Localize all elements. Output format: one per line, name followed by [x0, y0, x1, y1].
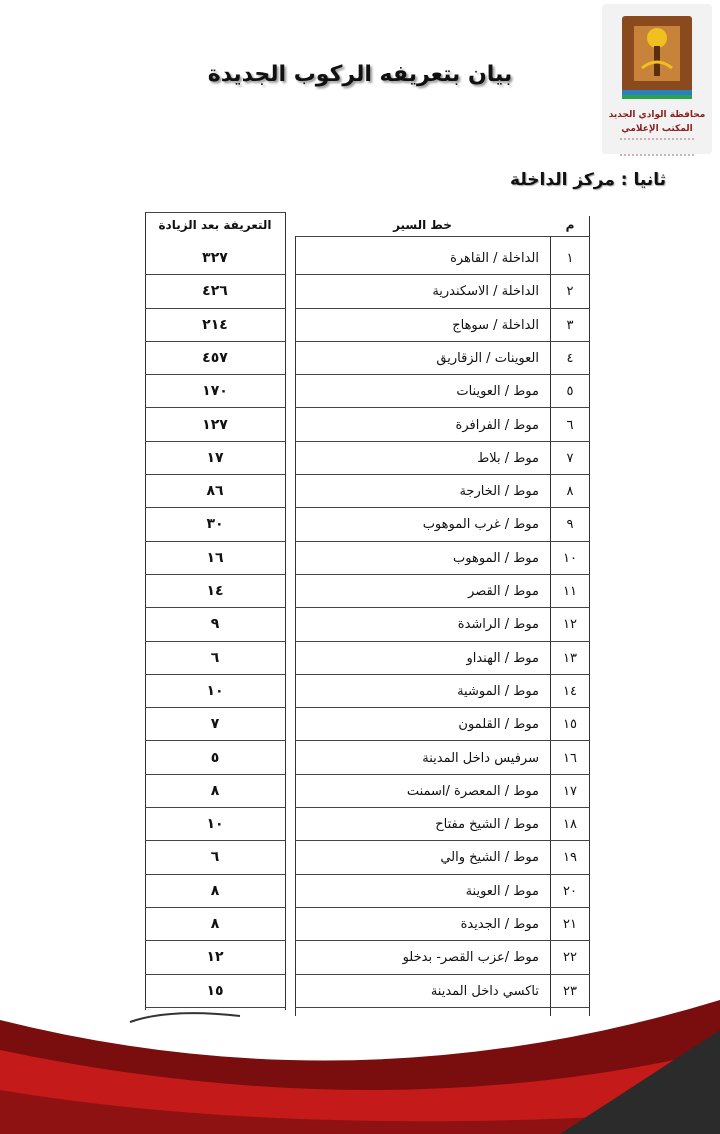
table-row [145, 642, 590, 675]
row-number: ٢٠ [563, 883, 577, 899]
fare-value: ٣٠ [206, 516, 224, 533]
route-name: موط / المعصرة /اسمنت [406, 783, 539, 799]
route-name: موط / القصر [468, 584, 539, 599]
route-name: موط / بلاط [477, 450, 539, 466]
row-number: ١٨ [563, 817, 577, 833]
emblem-icon [612, 8, 702, 108]
logo-governorate-text: محافظة الوادي الجديد [608, 110, 706, 120]
table-row [145, 908, 590, 941]
route-name: موط / الجديدة [460, 917, 539, 932]
fare-table [145, 212, 590, 1017]
logo-office-text: المكتب الإعلامي [621, 124, 693, 134]
fare-value: ٨٦ [206, 483, 224, 500]
row-number: ٨ [566, 484, 574, 500]
table-row [145, 775, 590, 808]
table-row [145, 542, 590, 575]
route-name: موط / الهنداو [466, 650, 539, 666]
row-number: ١١ [563, 584, 577, 599]
row-number: ١٢ [563, 617, 577, 633]
fare-value: ٤٢٦ [202, 283, 228, 300]
row-number: ٣ [566, 317, 574, 333]
route-name: سرفيس داخل المدينة [422, 750, 539, 766]
fare-value: ٦ [210, 649, 220, 666]
header-route: خط السير [393, 218, 452, 232]
row-number: ٢١ [563, 917, 577, 932]
fare-value: ١٢٧ [202, 416, 228, 433]
logo-faint-stamp [620, 138, 694, 156]
table-row [145, 508, 590, 541]
fare-value: ٩ [210, 616, 220, 633]
row-number: ١٧ [563, 783, 577, 799]
row-number: ٦ [566, 417, 574, 433]
footer-decoration [0, 990, 720, 1134]
section-subtitle: ثانيا : مركز الداخلة [510, 170, 666, 190]
fare-value: ٦ [210, 849, 220, 866]
table-row [145, 608, 590, 641]
fare-value: ١٠ [206, 682, 224, 699]
fare-value: ٧ [210, 716, 220, 733]
table-row [145, 808, 590, 841]
row-number: ٤ [566, 350, 574, 366]
route-name: تاكسي داخل المدينة [430, 983, 539, 999]
table-row [145, 708, 590, 741]
route-name: موط / الفرافرة [455, 417, 539, 433]
fare-value: ٤٥٧ [202, 349, 228, 366]
row-number: ٢٣ [563, 983, 577, 999]
fare-value: ٨ [210, 882, 220, 899]
page-title: بيان بتعريفه الركوب الجديدة [207, 62, 513, 87]
fare-value: ٥ [210, 749, 220, 766]
table-row [145, 875, 590, 908]
table-row [145, 442, 590, 475]
table-row [145, 309, 590, 342]
fare-value: ١٥ [206, 982, 224, 999]
header-num: م [565, 218, 575, 232]
fare-value: ١٤ [206, 583, 224, 599]
table-row [145, 475, 590, 508]
row-number: ١٠ [563, 550, 577, 566]
governorate-logo [602, 4, 712, 154]
route-name: موط / الشيخ مفتاح [435, 817, 539, 833]
route-name: موط / الخارجة [459, 484, 539, 500]
fare-value: ١٢ [206, 949, 224, 966]
fare-value: ٨ [210, 782, 220, 799]
route-name: موط /عزب القصر- بدخلو [402, 950, 539, 966]
route-name: موط / الموشية [457, 683, 539, 699]
route-name: الداخلة / القاهرة [450, 251, 539, 266]
row-number: ٥ [566, 384, 574, 400]
route-name: الداخلة / سوهاج [452, 317, 539, 333]
route-name: موط / القلمون [458, 717, 539, 733]
row-number: ٢٢ [563, 950, 577, 966]
row-number: ١ [566, 251, 574, 266]
row-number: ٩ [566, 517, 574, 533]
row-number: ٢ [566, 284, 574, 300]
route-name: موط / الشيخ والي [440, 850, 539, 866]
table-row [145, 342, 590, 375]
row-number: ١٦ [563, 750, 577, 766]
route-name: الداخلة / الاسكندرية [432, 284, 539, 300]
fare-value: ١٦ [206, 549, 224, 566]
fare-value: ١٧٠ [202, 383, 228, 400]
table-row [145, 742, 590, 775]
table-row [145, 375, 590, 408]
route-name: العوينات / الزقاريق [436, 350, 539, 366]
table-row [145, 275, 590, 308]
table-row [145, 841, 590, 874]
row-number: ١٥ [563, 717, 577, 733]
row-number: ٧ [566, 450, 574, 466]
fare-value: ١٧ [206, 449, 224, 466]
table-row [145, 675, 590, 708]
route-name: موط / غرب الموهوب [422, 517, 539, 533]
route-name: موط / العوينات [456, 384, 539, 400]
fare-value: ٢١٤ [202, 316, 228, 333]
table-row [145, 409, 590, 442]
route-name: موط / العوينة [465, 883, 539, 899]
row-number: ١٤ [563, 683, 577, 699]
route-name: موط / الراشدة [457, 617, 539, 633]
fare-value: ١٠ [206, 816, 224, 833]
header-fare: التعريفة بعد الزيادة [158, 218, 272, 232]
row-number: ١٩ [563, 850, 577, 866]
table-row [145, 242, 590, 275]
row-number: ١٣ [563, 650, 577, 666]
route-name: موط / الموهوب [453, 550, 539, 566]
table-row [145, 941, 590, 974]
fare-value: ٣٢٧ [202, 250, 228, 266]
table-row [145, 575, 590, 608]
fare-value: ٨ [210, 916, 220, 932]
